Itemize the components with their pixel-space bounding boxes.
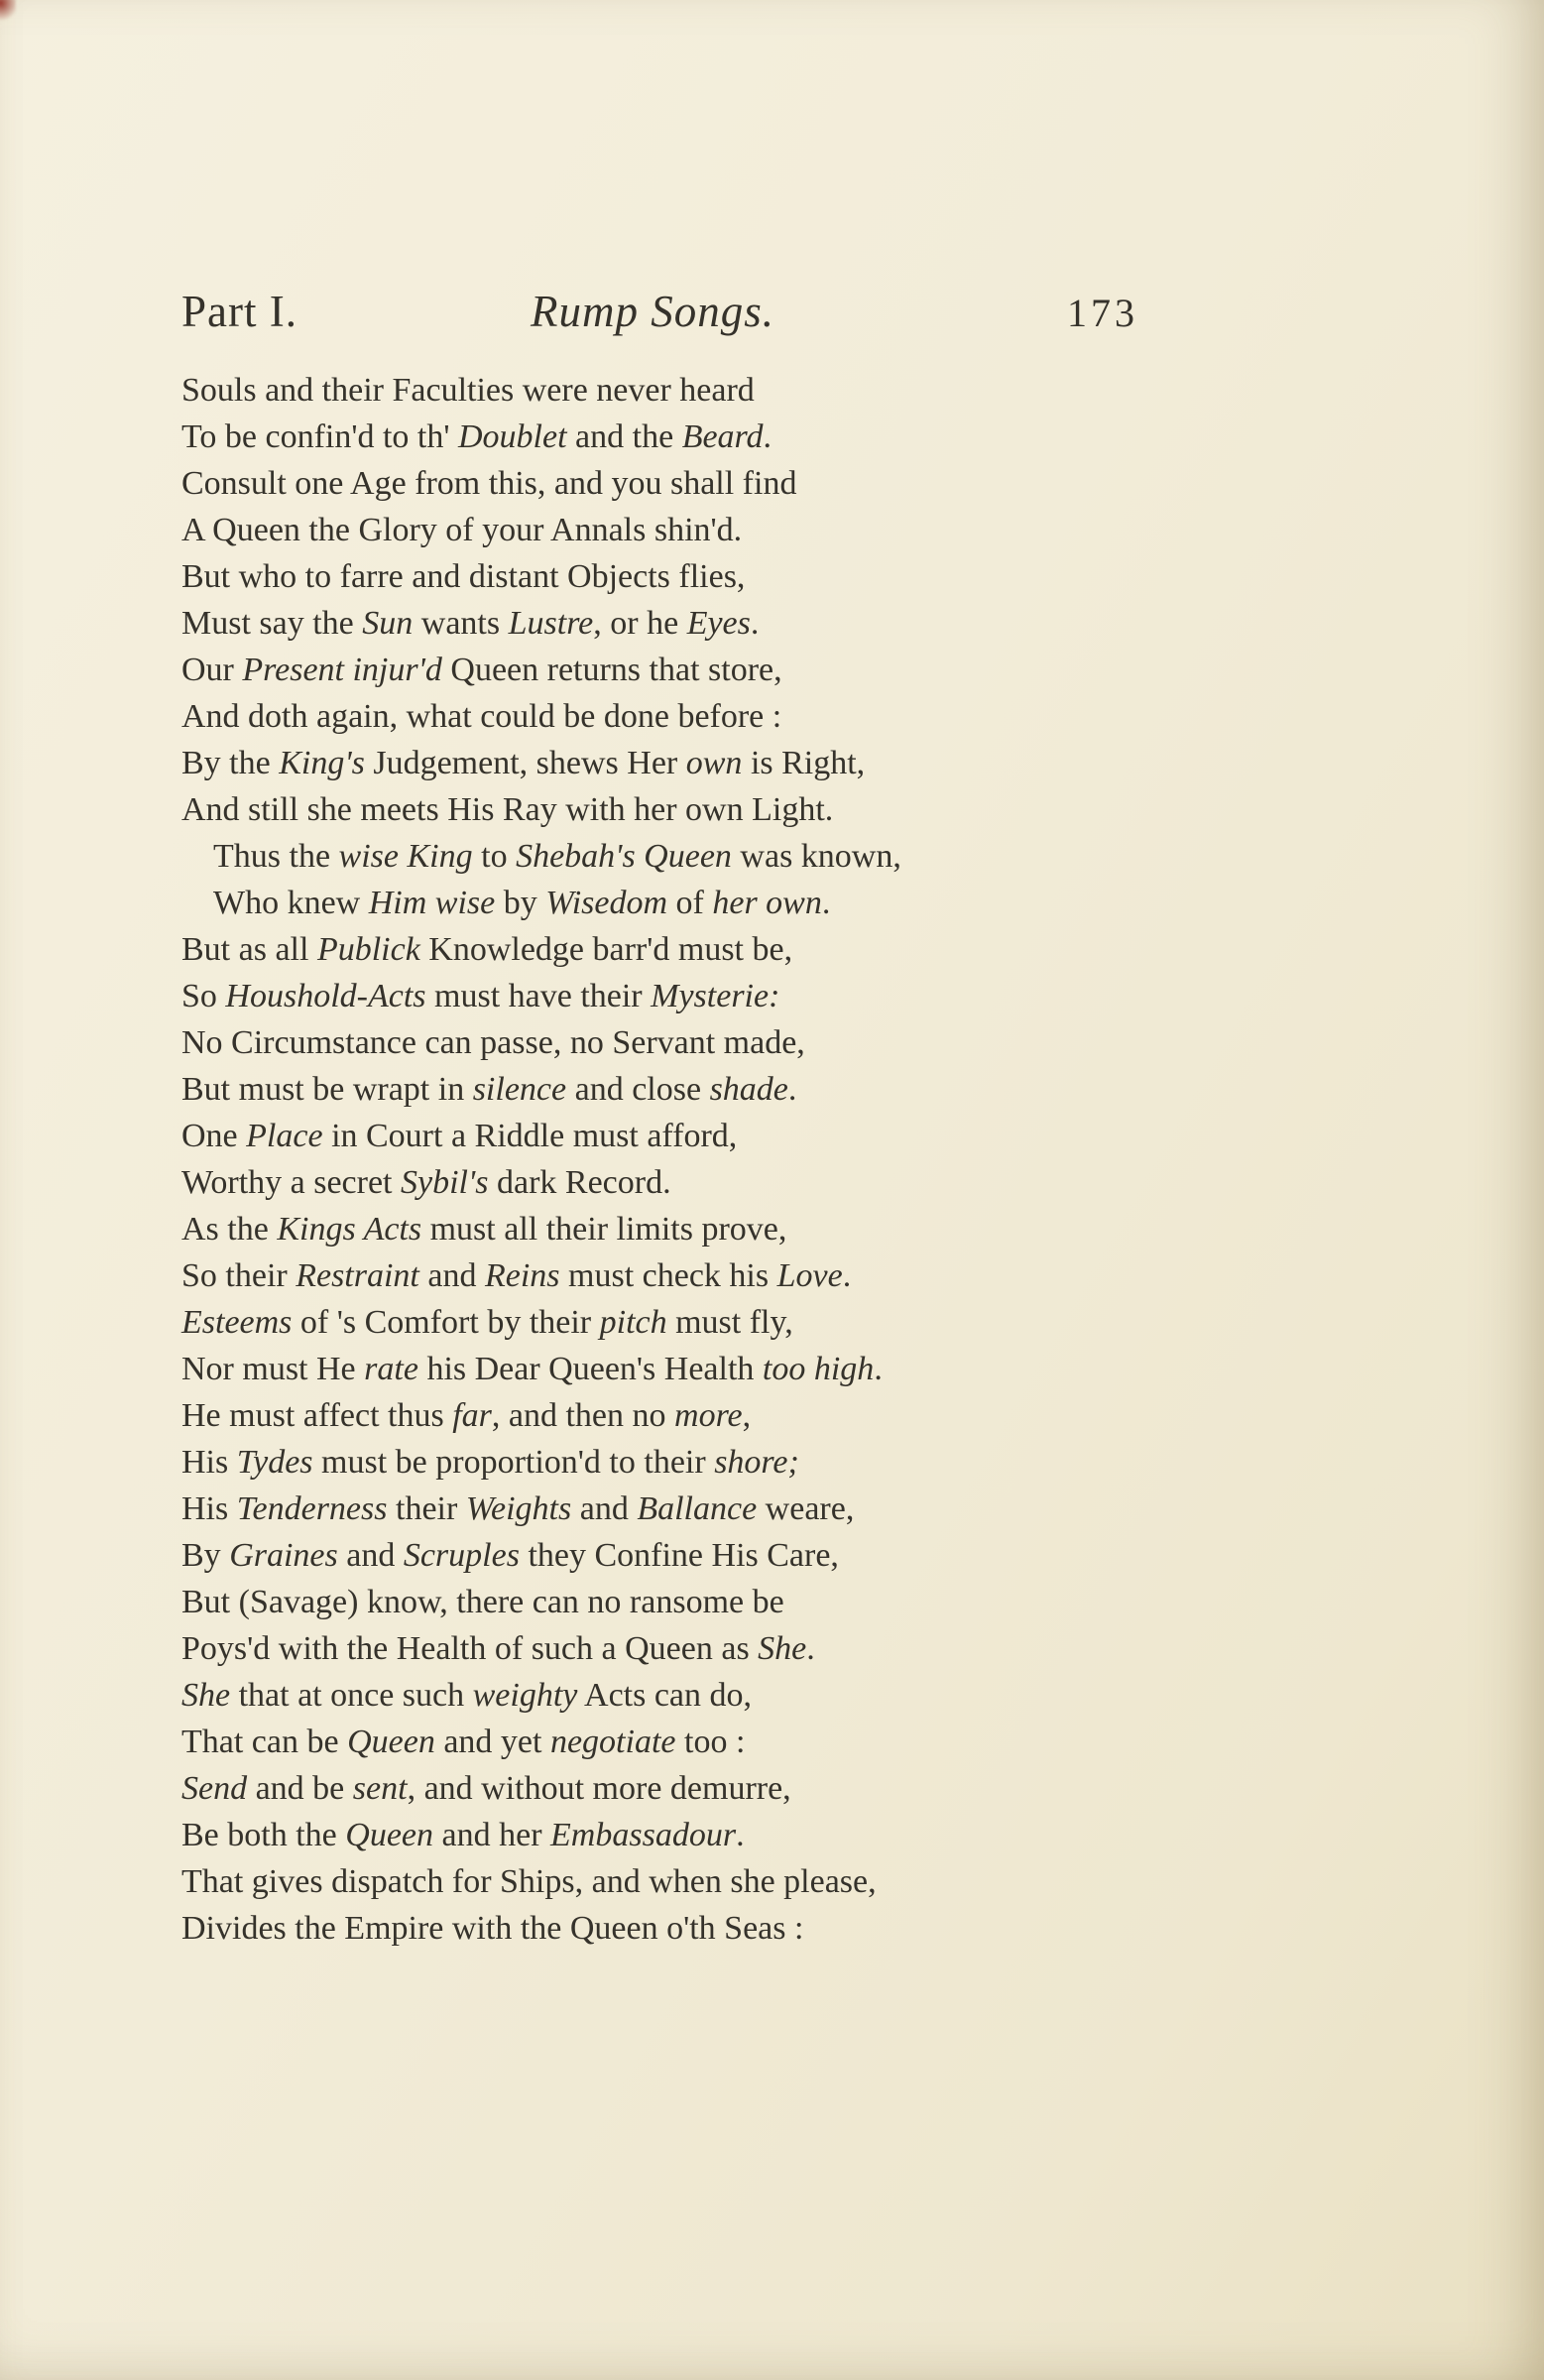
poem-segment: by	[495, 885, 546, 921]
poem-segment: His	[181, 1490, 237, 1527]
poem-segment-italic: Graines	[229, 1537, 338, 1574]
poem-line	[181, 1392, 1138, 1439]
poem-segment-italic: pitch	[599, 1304, 667, 1341]
poem-segment: And doth again, what could be done before :	[181, 698, 782, 735]
poem-segment: His	[181, 1444, 237, 1481]
poem-segment-italic: sent	[352, 1770, 408, 1807]
poem-segment: He must affect thus	[181, 1397, 453, 1434]
poem-line	[181, 1532, 1138, 1579]
poem-segment: and close	[566, 1071, 710, 1108]
poem-segment-italic: shade	[709, 1071, 788, 1108]
poem-segment: A Queen the Glory of your Annals shin'd.	[181, 512, 743, 548]
poem-segment: So	[181, 978, 226, 1014]
poem-line	[181, 1905, 1138, 1952]
poem-segment: .	[821, 885, 831, 921]
poem-segment-italic: her own	[712, 885, 822, 921]
poem-segment-italic: wise King	[338, 838, 473, 875]
poem-segment: .	[842, 1257, 852, 1294]
poem-segment-italic: Love	[776, 1257, 843, 1294]
poem-segment: was known,	[731, 838, 901, 875]
poem-segment: But (Savage) know, there can no ransome be	[181, 1584, 784, 1620]
poem-line	[181, 1299, 1138, 1346]
poem-segment: One	[181, 1118, 247, 1154]
poem-segment-italic: Him wise	[368, 885, 496, 921]
poem-segment-italic: Place	[246, 1118, 323, 1154]
poem-segment-italic: She	[181, 1677, 231, 1714]
poem-segment: his Dear Queen's Health	[417, 1351, 763, 1387]
poem-segment: But as all	[181, 931, 317, 968]
poem-line	[181, 647, 1138, 693]
poem-segment: Nor must He	[181, 1351, 365, 1387]
poem-segment: So their	[181, 1257, 297, 1294]
poem-segment-italic: Scruples	[403, 1537, 520, 1574]
poem-segment: their	[387, 1490, 466, 1527]
poem-segment: ,	[742, 1397, 752, 1434]
poem-line	[181, 973, 1138, 1019]
poem-segment: and	[337, 1537, 404, 1574]
poem-segment-italic: Embassadour	[550, 1817, 737, 1853]
poem-line	[181, 414, 1138, 460]
poem-segment-italic: Mysterie:	[651, 978, 780, 1014]
poem-segment-italic: Sybil's	[401, 1164, 489, 1201]
poem-segment: That gives dispatch for Ships, and when she please,	[181, 1863, 877, 1900]
poem-segment: and	[571, 1490, 638, 1527]
book-page	[181, 286, 1138, 1952]
poem-segment-italic: Queen	[345, 1817, 434, 1853]
poem-segment: , or he	[593, 605, 687, 642]
poem-segment: dark Record.	[488, 1164, 671, 1201]
poem-segment: Thus the	[213, 838, 339, 875]
poem-segment-italic: rate	[364, 1351, 418, 1387]
poem-segment-italic: Tydes	[236, 1444, 313, 1481]
poem-line	[181, 693, 1138, 740]
poem-segment-italic: Eyes	[686, 605, 751, 642]
poem-segment-italic: Reins	[484, 1257, 560, 1294]
poem-segment: .	[750, 605, 760, 642]
poem-segment-italic: Tenderness	[236, 1490, 388, 1527]
page-header	[181, 286, 1138, 337]
poem-segment: they Confine His Care,	[519, 1537, 839, 1574]
poem-segment: Who knew	[213, 885, 369, 921]
poem-line	[181, 1019, 1138, 1066]
poem-line	[181, 1346, 1138, 1392]
poem-segment: And still she meets His Ray with her own Light.	[181, 791, 834, 828]
poem	[181, 367, 1138, 1952]
poem-segment: Queen returns that store,	[441, 652, 782, 688]
poem-line	[181, 1439, 1138, 1486]
poem-segment: and be	[247, 1770, 353, 1807]
poem-segment-italic: too high	[762, 1351, 875, 1387]
poem-line	[181, 1206, 1138, 1252]
poem-segment-italic: Houshold-Acts	[225, 978, 426, 1014]
poem-segment: But who to farre and distant Objects flies,	[181, 558, 746, 595]
poem-segment: must have their	[425, 978, 652, 1014]
poem-segment-italic: silence	[472, 1071, 567, 1108]
poem-line	[181, 1765, 1138, 1812]
poem-line	[181, 460, 1138, 507]
poem-segment: , and without more demurre,	[407, 1770, 791, 1807]
poem-segment-italic: Wisedom	[545, 885, 668, 921]
poem-segment: and her	[433, 1817, 551, 1853]
scan-corner-mark	[0, 0, 16, 24]
poem-segment: .	[787, 1071, 797, 1108]
poem-segment-italic: Lustre	[508, 605, 594, 642]
poem-line	[181, 833, 1138, 880]
poem-segment-italic: shore;	[714, 1444, 799, 1481]
poem-segment: that at once such	[230, 1677, 473, 1714]
poem-segment-italic: far	[452, 1397, 492, 1434]
poem-segment: Be both the	[181, 1817, 346, 1853]
poem-segment: and yet	[434, 1724, 550, 1760]
poem-segment: and the	[566, 418, 682, 455]
poem-segment: Acts can do,	[577, 1677, 753, 1714]
poem-line	[181, 1858, 1138, 1905]
poem-segment-italic: Kings Acts	[277, 1211, 422, 1248]
part-label: Part I.	[181, 287, 297, 336]
poem-segment: By the	[181, 745, 280, 781]
poem-segment-italic: Doublet	[458, 418, 567, 455]
poem-segment: By	[181, 1537, 230, 1574]
poem-segment: Must say the	[181, 605, 363, 642]
poem-segment-italic: Queen	[347, 1724, 435, 1760]
poem-segment: too :	[675, 1724, 746, 1760]
poem-line	[181, 926, 1138, 973]
poem-segment: But must be wrapt in	[181, 1071, 473, 1108]
poem-line	[181, 1672, 1138, 1719]
poem-line	[181, 880, 1138, 926]
poem-segment: No Circumstance can passe, no Servant made,	[181, 1024, 805, 1061]
poem-segment-italic: King's	[279, 745, 365, 781]
poem-segment-italic: Beard	[681, 418, 764, 455]
poem-segment: Knowledge barr'd must be,	[419, 931, 793, 968]
poem-segment-italic: Ballance	[637, 1490, 758, 1527]
poem-segment-italic: Sun	[362, 605, 414, 642]
poem-line	[181, 1812, 1138, 1858]
poem-segment: of	[667, 885, 713, 921]
poem-line	[181, 600, 1138, 647]
poem-segment: Divides the Empire with the Queen o'th Seas :	[181, 1910, 804, 1947]
poem-segment: .	[874, 1351, 883, 1387]
poem-segment: To be confin'd to th'	[181, 418, 458, 455]
poem-segment-italic: Shebah's Queen	[516, 838, 732, 875]
poem-segment: must be proportion'd to their	[312, 1444, 715, 1481]
poem-segment-italic: Publick	[316, 931, 420, 968]
poem-segment-italic: negotiate	[549, 1724, 676, 1760]
poem-segment-italic: She	[758, 1630, 807, 1667]
poem-segment: Poys'd with the Health of such a Queen as	[181, 1630, 759, 1667]
poem-segment: must all their limits prove,	[421, 1211, 787, 1248]
poem-line	[181, 553, 1138, 600]
poem-segment: As the	[181, 1211, 278, 1248]
poem-line	[181, 786, 1138, 833]
poem-line	[181, 1252, 1138, 1299]
poem-segment-italic: more	[674, 1397, 743, 1434]
poem-line	[181, 1719, 1138, 1765]
poem-segment: to	[472, 838, 517, 875]
poem-segment: That can be	[181, 1724, 348, 1760]
poem-segment: Souls and their Faculties were never heard	[181, 372, 755, 409]
poem-segment-italic: Restraint	[296, 1257, 419, 1294]
poem-segment: weare,	[757, 1490, 855, 1527]
poem-segment-italic: own	[685, 745, 743, 781]
poem-segment-italic: Present injur'd	[242, 652, 442, 688]
poem-segment-italic: Weights	[465, 1490, 572, 1527]
poem-segment-italic: weighty	[472, 1677, 578, 1714]
poem-segment: .	[806, 1630, 815, 1667]
poem-line	[181, 507, 1138, 553]
poem-segment: Consult one Age from this, and you shall find	[181, 465, 797, 502]
poem-segment: Our	[181, 652, 243, 688]
poem-segment-italic: Send	[181, 1770, 248, 1807]
poem-line	[181, 1113, 1138, 1159]
poem-line	[181, 1159, 1138, 1206]
poem-line	[181, 367, 1138, 414]
poem-segment: Worthy a secret	[181, 1164, 401, 1201]
poem-segment: Judgement, shews Her	[364, 745, 686, 781]
poem-line	[181, 1625, 1138, 1672]
poem-line	[181, 1486, 1138, 1532]
poem-line	[181, 1066, 1138, 1113]
poem-line	[181, 1579, 1138, 1625]
poem-segment: must check his	[559, 1257, 777, 1294]
page-number: 173	[1066, 291, 1138, 335]
poem-segment: must fly,	[666, 1304, 793, 1341]
poem-segment: , and then no	[491, 1397, 675, 1434]
book-title: Rump Songs.	[530, 287, 774, 336]
poem-segment: .	[736, 1817, 745, 1853]
poem-segment: is Right,	[742, 745, 866, 781]
poem-line	[181, 740, 1138, 786]
poem-segment: of 's Comfort by their	[292, 1304, 600, 1341]
poem-segment: .	[763, 418, 772, 455]
poem-segment-italic: Esteems	[181, 1304, 293, 1341]
poem-segment: wants	[413, 605, 509, 642]
poem-segment: in Court a Riddle must afford,	[322, 1118, 738, 1154]
poem-segment: and	[418, 1257, 485, 1294]
